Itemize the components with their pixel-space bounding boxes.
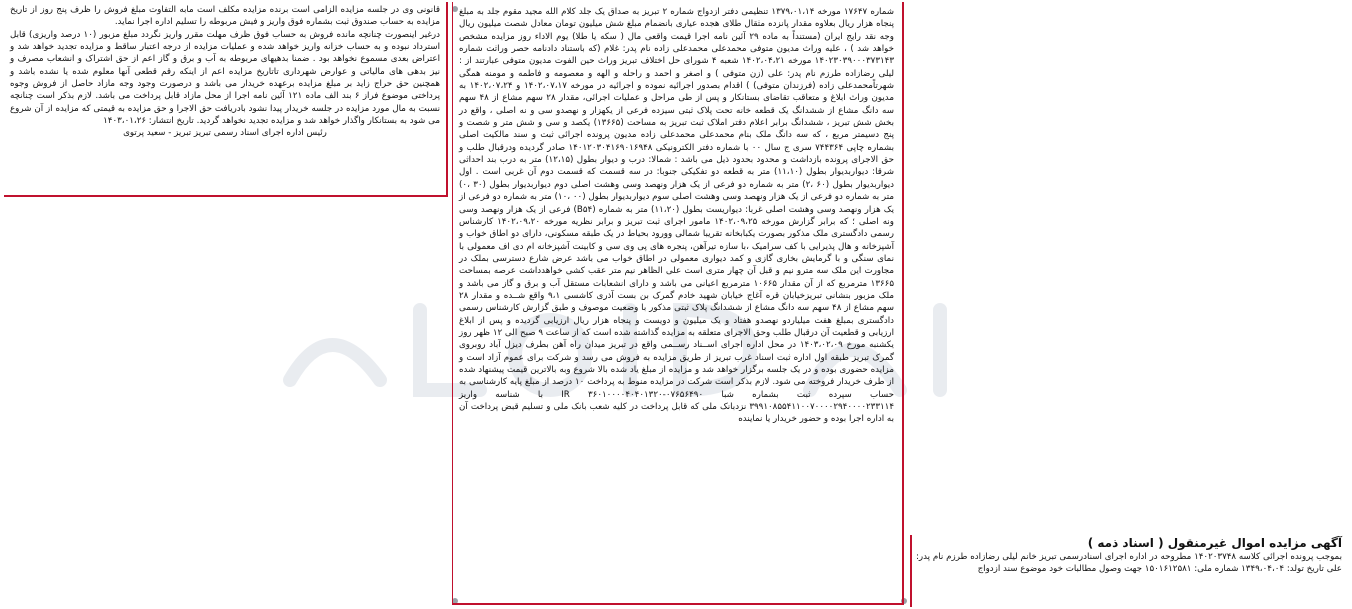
notice-column-middle bbox=[452, 2, 904, 605]
notice-body-paragraph: شماره ۱۷۶۴۷ مورخه ۱۳۷۹،۰۱،۱۴ تنظیمی دفتر ازدواج شماره ۲ تبریز به صداق یک جلد کلام الله مجید مقوم جلد به مبلغ پنجاه هزار ریال بعلاوه مقدار پانزده مثقال طلای هجده عیاری بانضمام مبلغ شش میلیون تومان معادل شصت میلیون ریال وجه نقد رایج ایران (مستنداً به ماده ۲۹ آئین نامه اجرا قیمت واقعی مال ( سکه یا طلا) یوم الاداء روز مزایده مشخص خواهد شد ) ، علیه وراث مدیون متوفی محمدعلی محمدعلی زاده نام پدر: غلام (که باستناد دادنامه حصر وراثت شماره ۱۴۰۲۳۰۳۹۰۰۰۳۷۳۱۴۳ مورخه ۱۴۰۲،۰۴،۲۱ شعبه ۴ شورای حل اختلاف تبریز وراث حین الفوت مدیون متوفی عبارتند از : لیلی رضازاده طرزم نام پدر: علی (زن متوفی ) و اصغر و احمد و راحله و الهه و معصومه و فاطمه و مومنه همگی شهرتاًمحمدعلی زاده (فرزندان متوفی) ) اقدام بصدور اجرائیه نموده و اجرائیه در مورخه ۱۴۰۲،۰۷،۱۷ و ۱۴۰۲،۰۷،۲۴ به مدیون وراث ابلاغ و متعاقب تقاضای بستانکار و پس از طی مراحل و عملیات اجرائی، مقدار ۲۸ سهم مشاع از ۴۸ سهم سه دانگ مشاع از ششدانگ یک قطعه خانه تحت پلاک ثبتی سیزده فرعی از یکهزار و نهصدو سی و نه اصلی ، واقع در بخش شش تبریز ، ششدانگ برابر اعلام دفتر املاک ثبت تبریز به مساحت (۱۳۶۶۵) یکصد و سی و شش متر و شصت و پنج دسیمتر مربع ، که سه دانگ ملک بنام محمدعلی محمدعلی زاده مدیون پرونده اجرائی ثبت و سند مالکیت اصلی بشماره چاپی ۷۴۴۳۶۴ سری ج سال ۰۰ با شماره دفتر الکترونیکی ۱۴۰۱۲۰۳۰۴۱۶۹۰۱۶۹۴۸ صادر گردیده ودرقبال طلب و حق الاجرای پرونده بازداشت و محدود بحدود ذیل می باشد : شمالا: درب و دیوار بطول (۱۲،۱۵) متر به درب بند احداثی شرقا: دیواربدیوار بطول (۱۱،۱۰) متر به قطعه دو تفکیکی جنوبا: در سه قسمت که قسمت دوم آن غربی است . اول دیواربدیوار بطول (۶۰ ،۲) متر به شماره دو فرعی از یک هزار ونهصد وسی وهشت اصلی دوم دیواربدیوار بطول (۳۰ ،۰) متر به شماره دو فرعی از یک هزار ونهصد وسی وهشت اصلی سوم دیواربدیوار بطول (۰۰ ،۱۰) متر به شماره دو فرعی از یک هزار ونهصد وسی وهشت اصلی غربا: دیواریست بطول (۱۱،۲۰) متر به شماره (B۵۴) فرعی از یک هزار ونهصد وسی ونه اصلی ؛ که برابر گزارش مورخه ۱۴۰۲،۰۹،۲۵ مامور اجرای ثبت تبریز و برابر نظریه مورخه ۱۴۰۲،۰۹،۲۰ کارشناس رسمی دادگستری ملک مذکور بصورت یکبابخانه تقریبا شمالی وورود بحیاط در یک طبقه مسکونی، دارای دو اطاق خواب و آشپزخانه و هال پذیرایی با کف سرامیک ،با سازه تیرآهن، پنجره های پی وی سی و کابینت آشپزخانه ام دی اف معمولی با نمای سنگی و با گرمایش بخاری گازی و کمد دیواری معمولی در اطاق خواب می باشد عرض شارع دسترسی بملک در مجاورت این ملک سه مترو نیم و قبل آن چهار متری است علی الظاهر نیم متر عقب کشی خواهدداشت عرصه بمساحت ۱۳۶۶۵ مترمربع که از آن مقدار ۱۰۶۶۵ مترمربع اعیانی می باشد و دارای انشعابات مستقل آب و برق و گاز می باشد و ملک مزبور بنشانی تبریزخیابان قره آغاج خیابان شهید خادم گمرک بن بست آذری کاشسی ۹،۱ واقع شــده و مقدار ۲۸ سهم مشاع از ۴۸ سهم سه دانگ مشاع از ششدانگ پلاک ثبتی مذکور با وضعیت موصوف و طبق گزارش کارشناس رسمی دادگستری بمبلغ هفت میلیاردو نهصدو هفتاد و یک میلیون و دویست و پنجاه هزار ریال ارزیابی گردیده و پس از ابلاغ ارزیابی و قطعیت آن درقبال طلب وحق الاجرای متعلقه به مزایده گذاشته شده است که از ساعت ۹ صبح الی ۱۲ ظهر روز یکشنبه مورخ ۱۴۰۳،۰۲،۰۹ در محل اداره اجرای اســناد رســمی واقع در تبریز میدان راه آهن بطرف دیزل آباد روبروی گمرک تبریز طبقه اول اداره ثبت اسناد غرب تبریز از طریق مزایده به فروش می رسد و شرکت برای عموم آزاد است و مزایده حضوری بوده و در یک جلسه برگزار خواهد شد و مزایده از مبلغ یاد شده بالا شروع وبه بالاترین قیمت پیشنهاد شده از طرف خریدار فروخته می شود. لازم بذکر است شرکت در مزایده منوط به پرداخت ۱۰ درصد از مبلغ پایه کارشناسی به حساب سپرده ثبت بشماره شبا ۰۷۶۵۶۴۹۰-IR ۳۶۰۱۰۰۰۰۴۰۴۰۱۳۲۰ با شناسه واریز ۳۹۹۱۰۸۵۵۴۱۱۰۰۷۰۰۰۰۲۹۴۰۰۰۰۲۳۳۱۱۴ نزدبانک ملی که قابل پرداخت در کلیه شعب بانک ملی و تسلیم قبض پرداخت آن به اداره اجرا بوده و حضور خریدار یا نماینده bbox=[459, 7, 895, 425]
notice-column-left bbox=[4, 2, 448, 197]
notice-signature: رئیس اداره اجرای اسناد رسمی تبریز تبریز - سعید پرتوی bbox=[123, 128, 327, 139]
notice-conclusion-paragraph-2: درغیر اینصورت چنانچه مانده فروش به حساب فوق ظرف مهلت مقرر واریز نگردد مبلغ مزبور (۱۰ درصد واریزی) قابل استرداد نبوده و به حساب خزانه واریز خواهد شده و عملیات مزایده از درجه اعتبار ساقط و مزایده تجدید خواهد شد و اعتراض بعدی مسموع نخواهد بود . ضمنا بدهیهای مربوطه به آب و برق و گاز اعم از حق اشتراک و انشعاب مصرف و نیز بدهی های مالیاتی و عوارض شهرداری تاتاریخ مزایده اعم از اینکه رقم قطعی آنها معلوم شده یا نشده باشد و همچنین حق حراج زاید بر مبلغ مزایده برعهده خریدار می باشد و درصورت وجود وجه مازاد حاصل از فروش وجوه پرداختی موضوع فراز ۶ بند الف ماده ۱۲۱ آئین نامه اجرا از محل مازاد قابل پرداخت می باشد. لازم بذکر است چنانچه نسبت به مال مورد مزایده در جلسه خریدار پیدا نشود بادریافت حق الاجرا و حق مزایده به قیمتی که مزایده از آن شروع می شود به بستانکار واگذار خواهد شد و مزایده تجدید نخواهد گردید. تاریخ انتشار: ۱۴۰۳،۰۱،۲۶ bbox=[10, 29, 440, 127]
notice-column-right bbox=[910, 535, 1348, 607]
notice-title: آگهی مزایده اموال غیرمنقول ( اسناد ذمه ) bbox=[1087, 536, 1342, 550]
notice-intro-paragraph: بموجب پرونده اجرائی کلاسه ۱۴۰۲۰۳۷۴۸ مطروحه در اداره اجرای اسنادرسمی تبریز خانم لیلی رضازاده طرزم نام پدر: علی تاریخ تولد: ۱۳۴۹،۰۴،۰۴ شماره ملی: ۱۵۰۱۶۱۲۵۸۱ جهت وصول مطالبات خود موضوع سند ازدواج bbox=[916, 552, 1342, 575]
notice-conclusion-paragraph-1: قانونی وی در جلسه مزایده الزامی است برنده مزایده مکلف است مابه التفاوت مبلغ فروش را ظرف پنج روز از تاریخ مزایده به حساب صندوق ثبت بشماره فوق واریز و فیش مربوطه را تسلیم اداره اجرا نماید. bbox=[10, 5, 440, 28]
